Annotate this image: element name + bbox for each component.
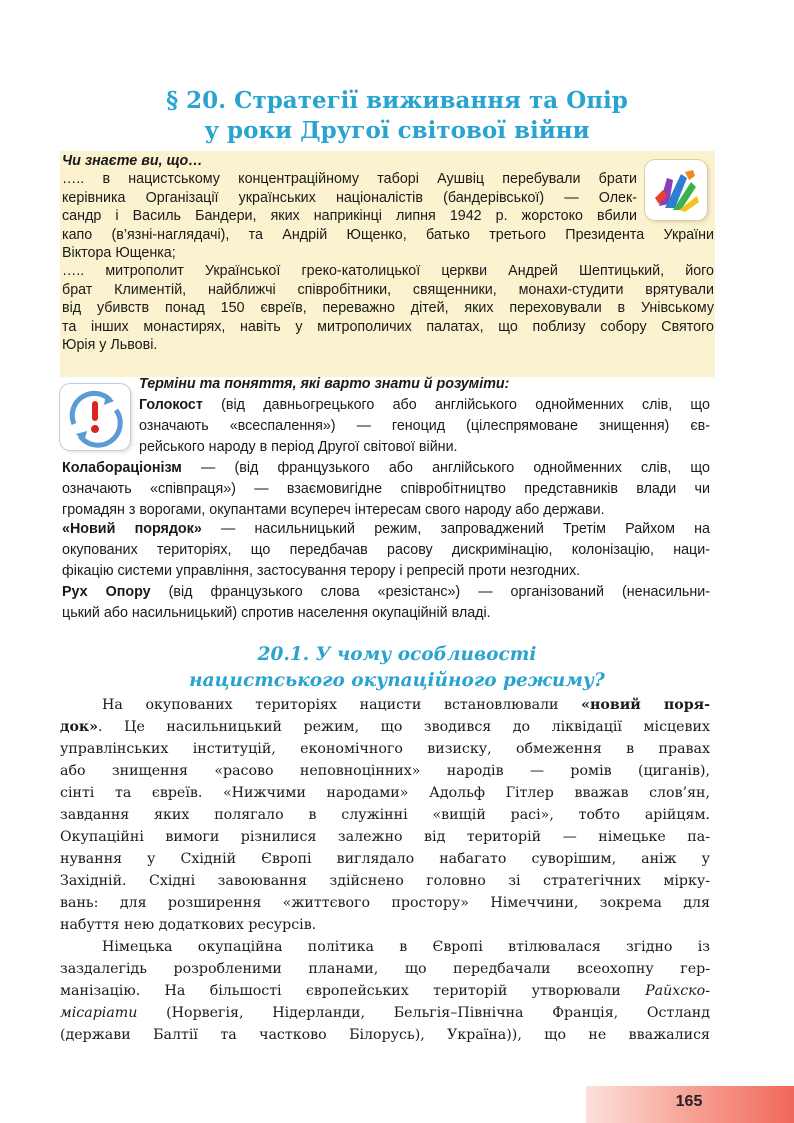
chapter-title-line1: § 20. Стратегії виживання та Опір bbox=[166, 87, 628, 114]
exclamation-icon bbox=[60, 384, 130, 450]
text-run: На окупованих територіях нацисти встановлювали bbox=[102, 697, 582, 713]
did-you-know-line: брат Климентій, найближчі співробітники, священники, монахи-студити врятували bbox=[62, 281, 714, 298]
term-holocaust-line: означають «всеспалення») — геноцид (цілеспрямоване знищення) єв- bbox=[139, 418, 710, 434]
paragraph-line: набуття нею додаткових ресурсів. bbox=[60, 917, 317, 933]
term-text: (від давньогрецького або англійського однойменних слів, що bbox=[202, 397, 710, 413]
term-collaboration-line bbox=[62, 459, 710, 479]
did-you-know-box bbox=[60, 151, 715, 377]
term-new-order-line bbox=[62, 520, 710, 540]
term-new-order-line: окупованих територіях, що передбачав расову дискримінацію, колонізацію, наци- bbox=[62, 542, 710, 558]
did-you-know-line: від убивств понад 150 євреїв, переважно дітей, яких переховували в Унівському bbox=[62, 300, 714, 317]
section-heading-line1: 20.1. У чому особливості bbox=[257, 644, 537, 665]
section-heading-line2: нацистського окупаційного режиму? bbox=[189, 670, 605, 691]
term-text: (від французького слова «резістанс») — організований (ненасильни- bbox=[150, 584, 710, 600]
did-you-know-line: капо (в’язні-наглядачі), та Андрій Ющенко, батько третього Президента України bbox=[62, 226, 714, 243]
paragraph-line: нування у Східній Європі виглядало набагато суворішим, аніж у bbox=[60, 851, 710, 867]
did-you-know-line: та інших монастирях, навіть у митрополичих палатах, що поблизу собору Святого bbox=[62, 318, 714, 335]
paragraph-line bbox=[60, 980, 710, 1002]
paragraph-line: Окупаційні вимоги різнилися залежно від територій — німецьке па- bbox=[60, 829, 710, 845]
term-new-order: «Новий порядок» bbox=[62, 521, 202, 537]
paragraph-line: Німецька окупаційна політика в Європі втілювалася згідно із bbox=[102, 939, 710, 955]
terms-heading: Терміни та поняття, які варто знати й розуміти: bbox=[139, 376, 510, 392]
paragraph-line: або знищення «расово неповноцінних» народів — ромів (циганів), bbox=[60, 763, 710, 779]
chapter-title bbox=[0, 86, 794, 146]
term-resistance: Рух Опору bbox=[62, 584, 151, 600]
did-you-know-line: Віктора Ющенка; bbox=[62, 245, 176, 262]
term-collaboration-line: громадян з ворогами, окупантами всупереч інтересам свого народу або держави. bbox=[62, 502, 605, 518]
paragraph-line: завдання яких полягало в служінні «вищій расі», тобто арійцям. bbox=[60, 807, 710, 823]
paragraph-line: Західній. Східні завоювання здійснено головно зі стратегічних мірку- bbox=[60, 873, 710, 889]
term-collaboration-line: означають «співпраця») — взаємовигідне співробітництво представників влади чи bbox=[62, 481, 710, 497]
paragraph-line: заздалегідь розробленими планами, що передбачали всеохопну гер- bbox=[60, 961, 710, 977]
italic-term: місаріати bbox=[60, 1005, 138, 1021]
paragraph-line: сінті та євреїв. «Нижчими народами» Адольф Гітлер вважав слов’ян, bbox=[60, 785, 710, 801]
term-holocaust-line: рейського народу в період Другої світової війни. bbox=[139, 439, 458, 455]
paragraph-line: управлінських інституцій, економічного визиску, обмеження в правах bbox=[60, 741, 710, 757]
hands-icon bbox=[645, 160, 707, 220]
chapter-title-line2: у роки Другої світової війни bbox=[204, 117, 590, 144]
did-you-know-line: Юрія у Львові. bbox=[62, 337, 158, 354]
text-run: (Норвегія, Нідерланди, Бельгія–Північна Франція, Остланд bbox=[137, 1005, 710, 1021]
term-resistance-line: цький або насильницький) спротив населення окупаційній владі. bbox=[62, 605, 491, 621]
page-number: 165 bbox=[675, 1093, 703, 1110]
text-run: . Це насильницький режим, що зводився до ліквідації місцевих bbox=[98, 719, 710, 735]
text-run: манізацію. На більшості європейських територій утворювали bbox=[60, 983, 646, 999]
did-you-know-line: ….. в нацистському концентраційному таборі Аушвіц перебували брати bbox=[62, 171, 637, 188]
paragraph-line bbox=[60, 1002, 710, 1024]
term-resistance-line bbox=[62, 583, 710, 603]
did-you-know-heading: Чи знаєте ви, що… bbox=[62, 153, 203, 169]
bold-term: «новий поря- bbox=[581, 697, 710, 713]
paragraph-line bbox=[60, 716, 710, 738]
term-holocaust: Голокост bbox=[139, 397, 203, 413]
term-text: — (від французького або англійського однойменних слів, що bbox=[181, 460, 710, 476]
paragraph-line: (держави Балтії та частково Білорусь), Україна)), що не вважалися bbox=[60, 1027, 710, 1043]
term-new-order-line: фікацію системи управління, застосування терору і репресій проти незгодних. bbox=[62, 563, 581, 579]
paragraph-line bbox=[102, 694, 710, 716]
did-you-know-line: сандр і Василь Бандери, яких наприкінці липня 1942 р. жорстоко вбили bbox=[62, 208, 637, 225]
bold-term: док» bbox=[60, 719, 99, 735]
did-you-know-line: ….. митрополит Української греко-католицької церкви Андрей Шептицький, його bbox=[62, 263, 714, 280]
section-heading bbox=[0, 642, 794, 694]
term-collaboration: Колабораціонізм bbox=[62, 460, 182, 476]
did-you-know-line: керівника Організації українських націоналістів (бандерівської) — Олек- bbox=[62, 189, 637, 206]
italic-term: Райхско- bbox=[645, 983, 710, 999]
term-holocaust-line bbox=[139, 396, 710, 416]
term-text: — насильницький режим, запроваджений Третім Райхом на bbox=[201, 521, 710, 537]
paragraph-line: вань: для розширення «життєвого простору» Німеччини, зокрема для bbox=[60, 895, 710, 911]
